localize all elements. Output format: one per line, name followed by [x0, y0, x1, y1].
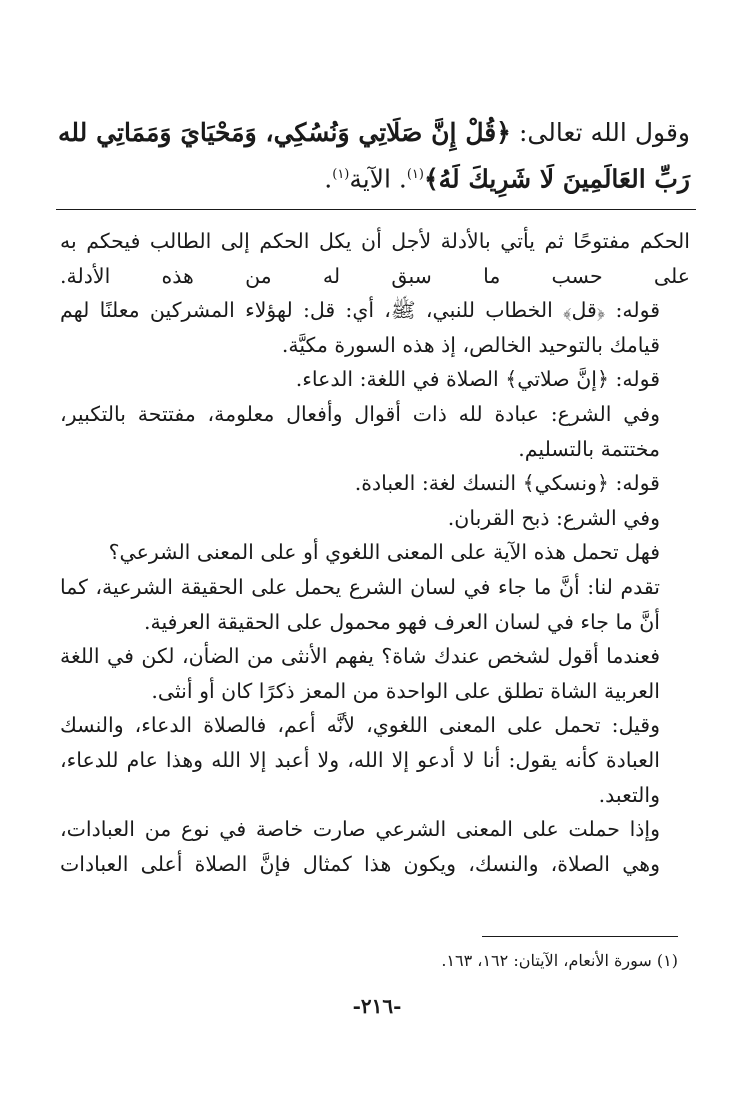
paragraph: وقيل: تحمل على المعنى اللغوي، لأنَّه أعم، فالصلاة الدعاء، والنسك العبادة كأنه يقول: أنا لا أدعو إلا الله، ولا أعبد إلا الله وهذا عام للدعاء، والتعبد. [60, 713, 660, 807]
footnote-divider [482, 936, 678, 937]
footnote-ref[interactable]: (١) [406, 167, 424, 182]
paragraph: وفي الشرع: ذبح القربان. [447, 505, 660, 530]
footnote-ref[interactable]: (١) [332, 167, 350, 182]
paragraph: الحكم مفتوحًا ثم يأتي بالأدلة لأجل أن يكل الحكم إلى الطالب فيحكم به على حسب ما سبق له من هذه الأدلة. [60, 229, 690, 288]
verse-intro: وقول الله تعالى: [510, 118, 690, 147]
paragraph: فهل تحمل هذه الآية على المعنى اللغوي أو على المعنى الشرعي؟ [108, 540, 660, 565]
paragraph: قوله: ﴿ونسكي﴾ النسك لغة: العبادة. [354, 471, 660, 496]
paragraph: قوله: ﴿إنَّ صلاتي﴾ الصلاة في اللغة: الدعاء. [295, 367, 660, 392]
page-number: -٢١٦- [352, 994, 402, 1018]
paragraph: قوله: ﴿قل﴾ الخطاب للنبي، ﷺ، أي: قل: لهؤلاء المشركين معلنًا لهم قيامك بالتوحيد الخالص، إذ هذه السورة مكيَّة. [60, 298, 660, 357]
paragraph: تقدم لنا: أنَّ ما جاء في لسان الشرع يحمل على الحقيقة الشرعية، كما أنَّ ما جاء في لسان العرف فهو محمول على الحقيقة العرفية. [60, 574, 660, 634]
commentary-body [60, 224, 690, 881]
verse-end: . [324, 164, 333, 194]
verse-suffix: . الآية [349, 164, 407, 194]
footnote: (١) سورة الأنعام، الآيتان: ١٦٢، ١٦٣. [441, 951, 678, 970]
paragraph: فعندما أقول لشخص عندك شاة؟ يفهم الأنثى من الضأن، لكن في اللغة العربية الشاة تطلق على الواحدة من المعز ذكرًا كان أو أنثى. [60, 644, 660, 703]
quoted-verse-block [58, 112, 690, 200]
header-divider [56, 209, 696, 210]
verse-quote: ﴿قُلْ إِنَّ صَلَاتِي وَنُسُكِي، وَمَحْيَايَ وَمَمَاتِي لله رَبِّ العَالَمِينَ لَا شَرِيكَ لَهُ﴾ [58, 118, 690, 194]
paragraph: وفي الشرع: عبادة لله ذات أقوال وأفعال معلومة، مفتتحة بالتكبير، مختتمة بالتسليم. [60, 401, 660, 461]
paragraph: وإذا حملت على المعنى الشرعي صارت خاصة في نوع من العبادات، وهي الصلاة، والنسك، ويكون هذا كمثال فإنَّ الصلاة أعلى العبادات [60, 817, 660, 876]
